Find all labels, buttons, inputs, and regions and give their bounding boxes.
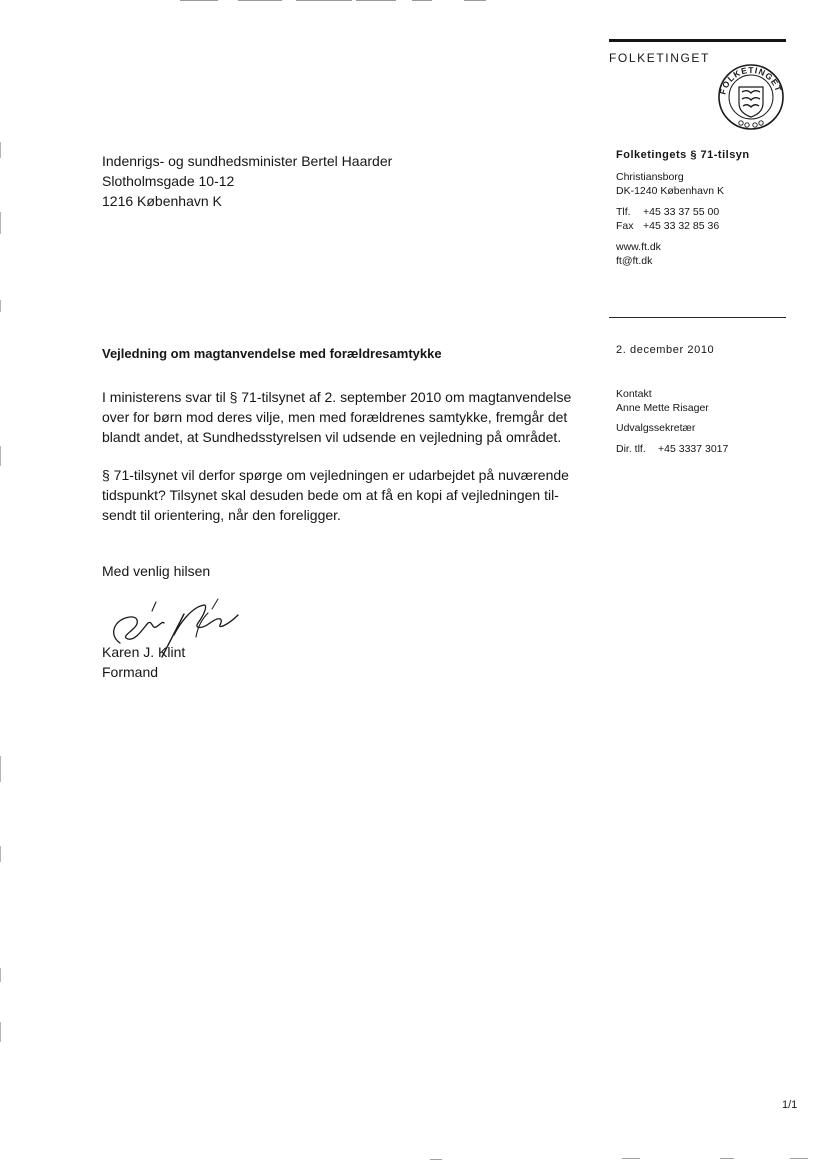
scan-artifact bbox=[0, 446, 1, 466]
sender-phone-block bbox=[616, 205, 719, 233]
signer-title: Formand bbox=[102, 664, 159, 680]
body-line: blandt andet, at Sundhedsstyrelsen vil udsende en vejledning på området. bbox=[102, 429, 562, 445]
body-line: § 71-tilsynet vil derfor spørge om vejledningen er udarbejdet på nuværende bbox=[102, 467, 569, 483]
body-line: tidspunkt? Tilsynet skal desuden bede om at få en kopi af vejledningen til- bbox=[102, 487, 559, 503]
sender-address bbox=[616, 170, 724, 198]
website-link[interactable]: www.ft.dk bbox=[616, 241, 661, 253]
phone-number: +45 33 37 55 00 bbox=[643, 206, 720, 218]
letter-date: 2. december 2010 bbox=[616, 344, 715, 356]
body-line: over for børn mod deres vilje, men med forældrenes samtykke, fremgår det bbox=[102, 409, 568, 425]
contact-name: Anne Mette Risager bbox=[616, 402, 709, 414]
seal-lettering: FOLKETINGET bbox=[717, 64, 784, 96]
recipient-line: Indenrigs- og sundhedsminister Bertel Haarder bbox=[102, 153, 393, 169]
signer-name: Karen J. Klint bbox=[102, 644, 186, 660]
body-line: I ministerens svar til § 71-tilsynet af 2. september 2010 om magtanvendelse bbox=[102, 389, 572, 405]
scan-artifact bbox=[790, 1158, 808, 1159]
scan-artifact bbox=[0, 300, 1, 312]
recipient-line: 1216 København K bbox=[102, 193, 222, 209]
scan-artifact bbox=[464, 0, 486, 1]
brand-name: FOLKETINGET bbox=[609, 51, 710, 65]
sender-phone-row bbox=[616, 205, 719, 219]
svg-text:FOLKETINGET bbox=[717, 65, 784, 96]
scan-artifact bbox=[180, 0, 218, 1]
sender-address-line: DK-1240 København K bbox=[616, 185, 724, 197]
scan-artifact bbox=[296, 0, 352, 1]
body-paragraph-1 bbox=[102, 387, 572, 447]
sender-online bbox=[616, 240, 661, 268]
scan-artifact bbox=[0, 968, 1, 982]
body-paragraph-2 bbox=[102, 465, 572, 525]
email-link[interactable]: ft@ft.dk bbox=[616, 255, 653, 267]
sidebar-divider bbox=[609, 317, 786, 318]
folketinget-seal-icon bbox=[717, 63, 785, 131]
scan-artifact bbox=[720, 1158, 734, 1159]
scan-artifact bbox=[0, 212, 1, 234]
scan-artifact bbox=[430, 1159, 442, 1160]
sender-address-line: Christiansborg bbox=[616, 171, 684, 183]
scan-artifact bbox=[0, 846, 1, 862]
direct-phone-label: Dir. tlf. bbox=[616, 443, 646, 455]
sender-fax-row bbox=[616, 219, 719, 233]
scan-artifact bbox=[0, 142, 1, 158]
contact-direct-phone bbox=[616, 442, 728, 456]
contact-person bbox=[616, 387, 709, 415]
scan-artifact bbox=[622, 1158, 640, 1159]
scan-artifact bbox=[356, 0, 396, 1]
fax-label: Fax bbox=[616, 220, 634, 232]
recipient-address bbox=[102, 151, 392, 211]
page-number: 1/1 bbox=[782, 1099, 798, 1111]
sender-name: Folketingets § 71-tilsyn bbox=[616, 149, 750, 161]
body-line: sendt til orientering, når den foreligger. bbox=[102, 507, 341, 523]
contact-label: Kontakt bbox=[616, 388, 652, 400]
scan-artifact bbox=[0, 756, 1, 782]
scan-artifact bbox=[0, 1022, 1, 1042]
phone-label: Tlf. bbox=[616, 206, 631, 218]
recipient-line: Slotholmsgade 10-12 bbox=[102, 173, 235, 189]
contact-title: Udvalgssekretær bbox=[616, 422, 696, 434]
scan-artifact bbox=[412, 0, 432, 1]
signer-block bbox=[102, 642, 185, 682]
direct-phone-number: +45 3337 3017 bbox=[658, 443, 729, 455]
scan-artifact bbox=[238, 0, 282, 1]
closing-phrase: Med venlig hilsen bbox=[102, 563, 211, 579]
letterhead-rule bbox=[609, 39, 786, 42]
letter-subject: Vejledning om magtanvendelse med forældresamtykke bbox=[102, 346, 442, 361]
fax-number: +45 33 32 85 36 bbox=[643, 220, 720, 232]
